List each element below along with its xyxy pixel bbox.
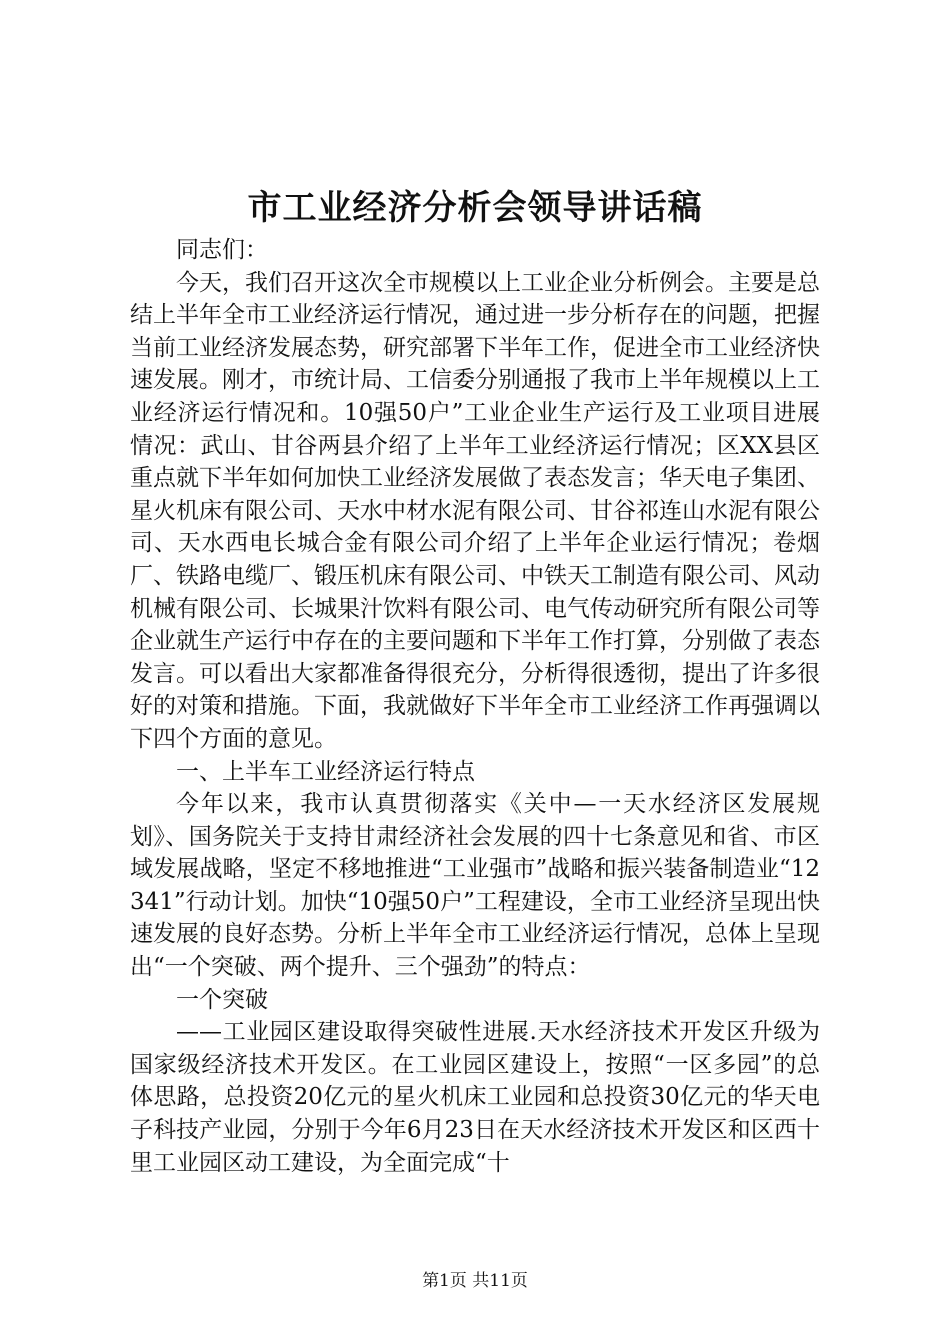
paragraph-salutation: 同志们： xyxy=(176,237,268,263)
document-body xyxy=(130,234,820,1179)
page-title: 市工业经济分析会领导讲话稿 xyxy=(247,188,703,228)
paragraph-intro: 今天，我们召开这次全市规模以上工业企业分析例会。主要是总结上半年全市工业经济运行情况，通过进一步分析存在的问题，把握当前工业经济发展态势，研究部署下半年工作，促进全市工业经济快速发展。刚才，市统计局、工信委分别通报了我市上半年规模以上工业经济运行情况和。10强50户”工业企业生产运行及工业项目进展情况：武山、甘谷两县介绍了上半年工业经济运行情况；区XX县区重点就下半年如何加快工业经济发展做了表态发言；华天电子集团、星火机床有限公司、天水中材水泥有限公司、甘谷祁连山水泥有限公司、天水西电长城合金有限公司介绍了上半年企业运行情况；卷烟厂、铁路电缆厂、锻压机床有限公司、中铁天工制造有限公司、风动机械有限公司、长城果汁饮料有限公司、电气传动研究所有限公司等企业就生产运行中存在的主要问题和下半年工作打算，分别做了表态发言。可以看出大家都准备得很充分，分析得很透彻，提出了许多很好的对策和措施。下面，我就做好下半年全市工业经济工作再强调以下四个方面的意见。 xyxy=(130,269,820,752)
section-heading-1: 一、上半车工业经济运行特点 xyxy=(176,758,475,785)
paragraph-industrial-park: ——工业园区建设取得突破性进展.天水经济技术开发区升级为国家级经济技术开发区。在工业园区建设上，按照“一区多园”的总体思路，总投资20亿元的星火机床工业园和总投资30亿元的华天电子科技产业园，分别于今年6月23日在天水经济技术开发区和区西十里工业园区动工建设，为全面完成“十 xyxy=(130,1019,820,1176)
paragraph-overview: 今年以来，我市认真贯彻落实《关中—一天水经济区发展规划》、国务院关于支持甘肃经济社会发展的四十七条意见和省、市区域发展战略，坚定不移地推进“工业强市”战略和振兴装备制造业“12341”行动计划。加快“10强50户”工程建设，全市工业经济呈现出快速发展的良好态势。分析上半年全市工业经济运行情况，总体上呈现出“一个突破、两个提升、三个强劲”的特点： xyxy=(130,791,820,981)
page-footer: 第1页 共11页 xyxy=(422,1271,528,1291)
subheading-one-breakthrough: 一个突破 xyxy=(176,986,268,1013)
